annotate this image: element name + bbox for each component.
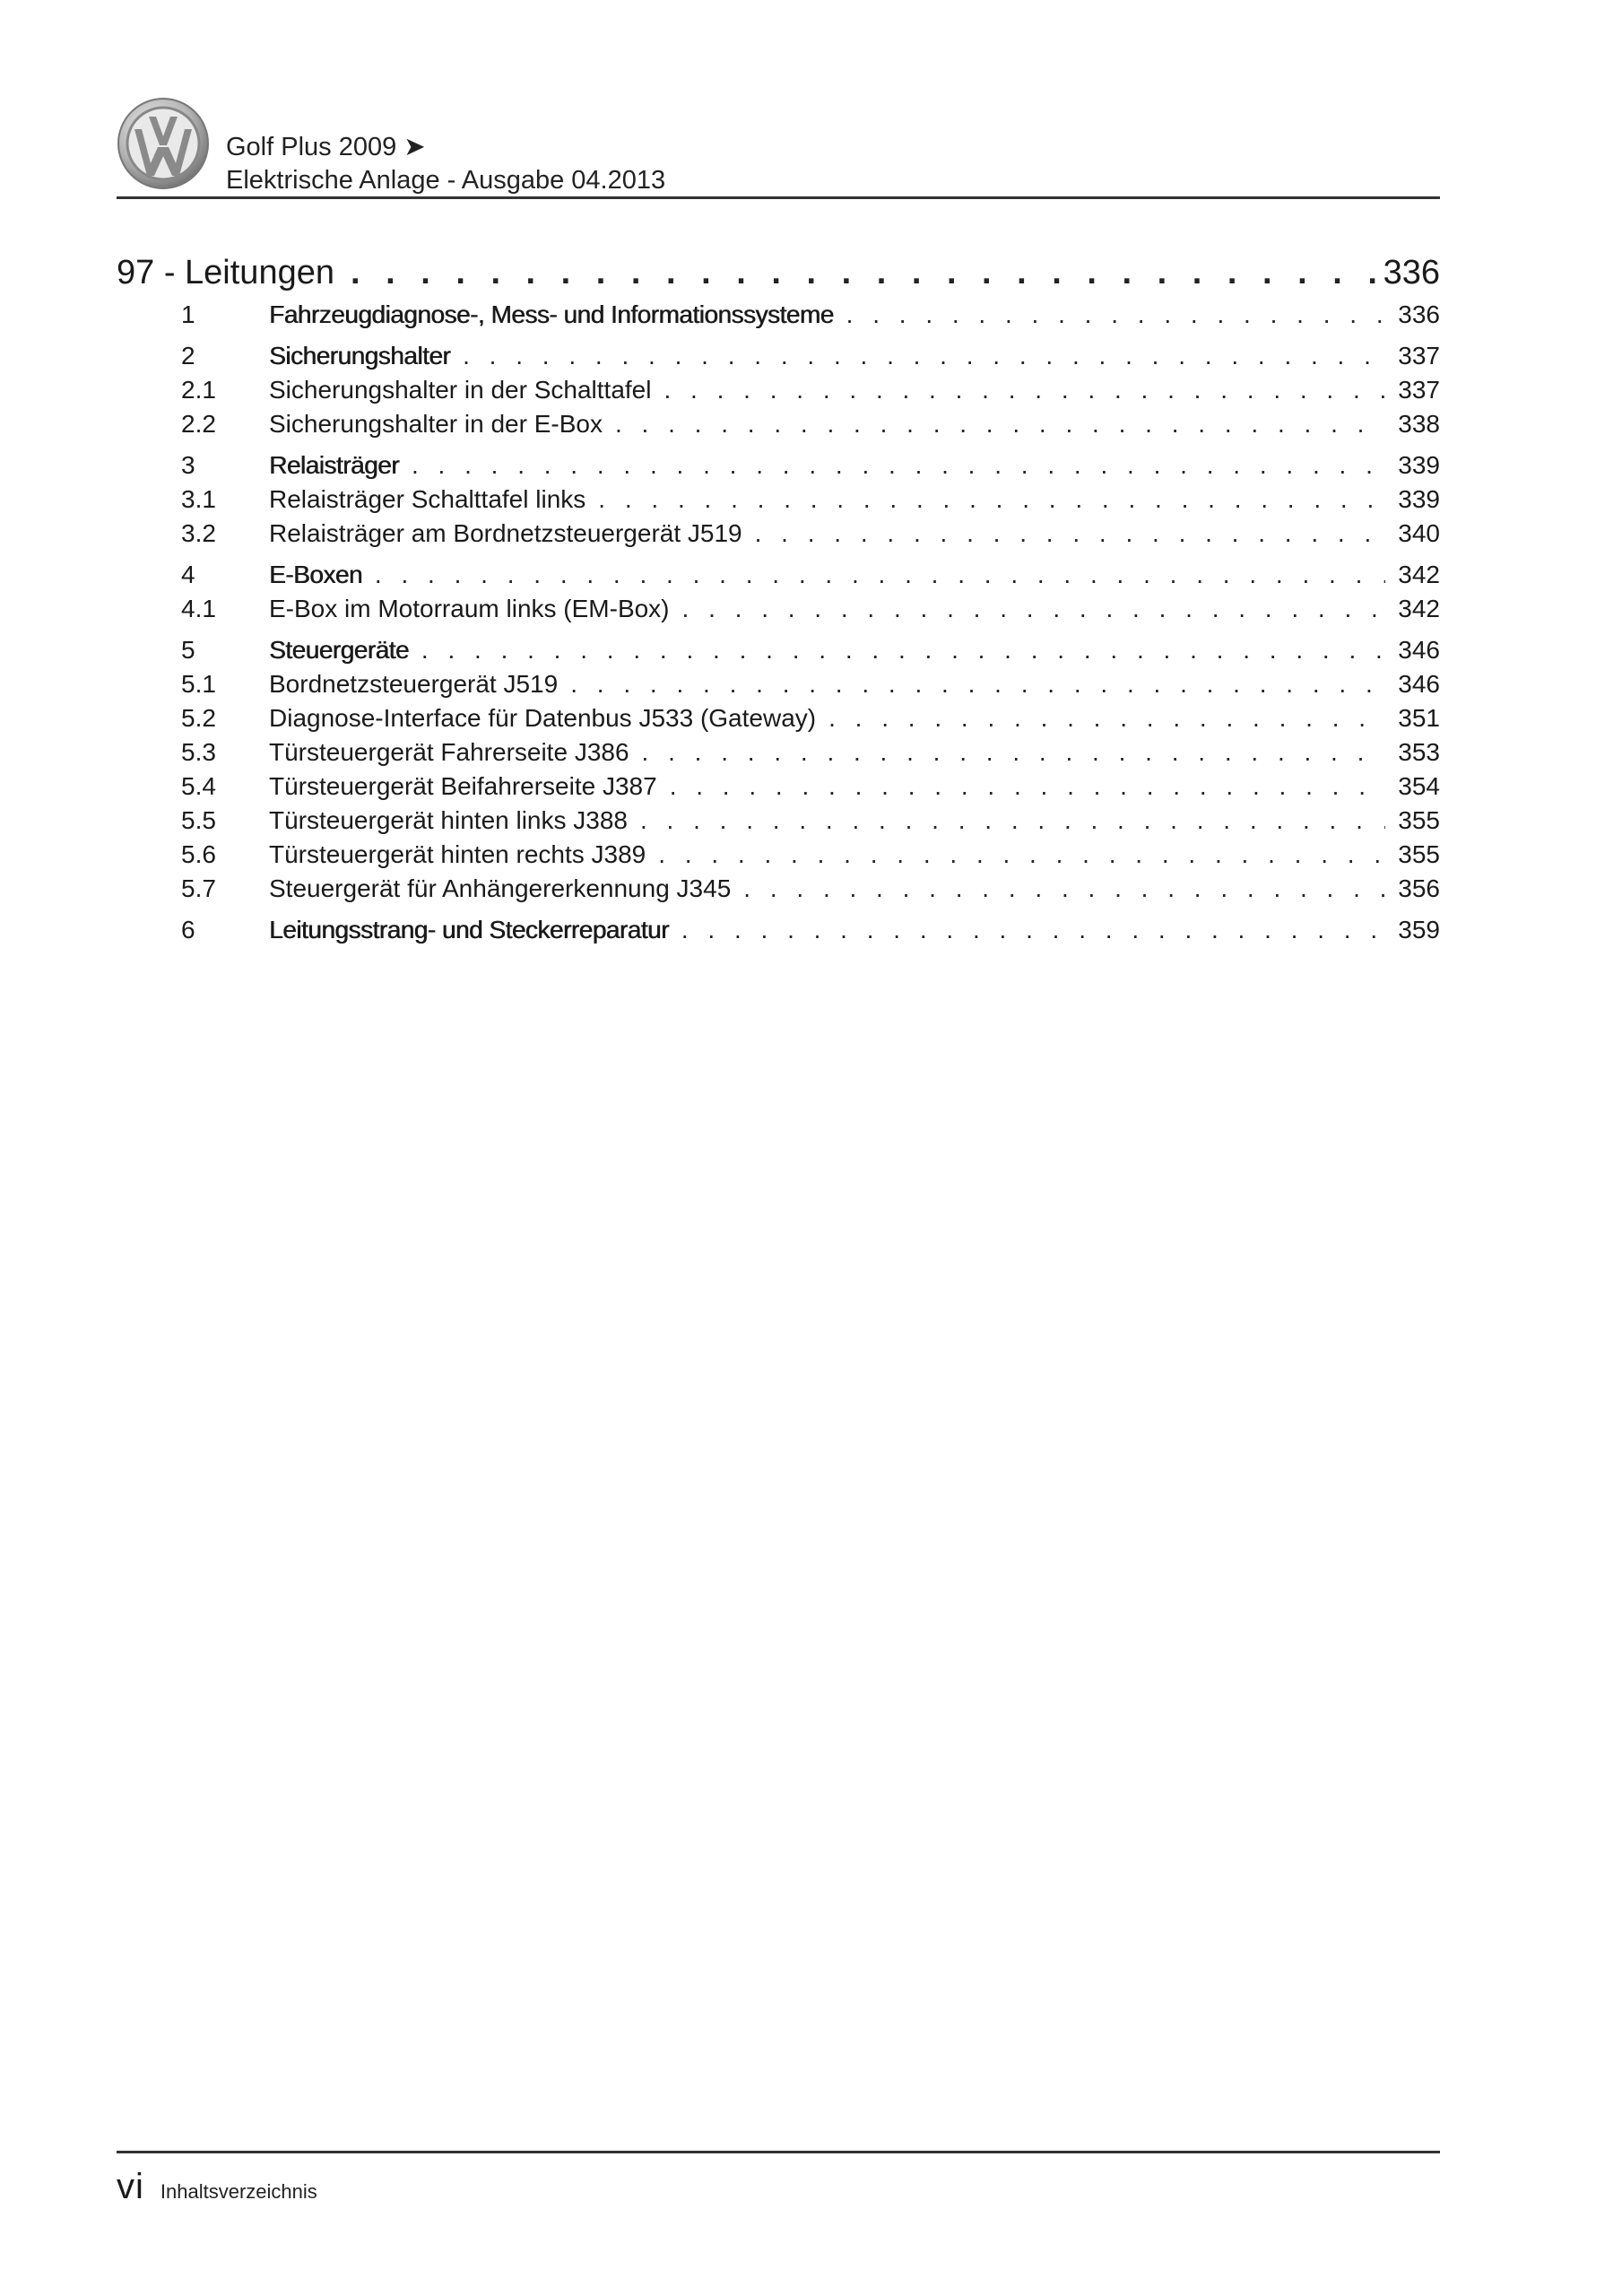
toc-entry[interactable] xyxy=(117,770,1440,804)
dot-leader xyxy=(682,592,1386,626)
dot-leader xyxy=(828,701,1385,735)
toc-entry[interactable] xyxy=(117,448,1440,483)
toc-entry-title: Sicherungshalter in der E-Box xyxy=(269,410,603,438)
toc-entry[interactable] xyxy=(117,633,1440,667)
toc-entry-page: 342 xyxy=(1398,561,1440,588)
toc-entry[interactable] xyxy=(117,838,1440,872)
toc-entry-number: 5.5 xyxy=(181,806,216,834)
toc-entry[interactable] xyxy=(117,667,1440,701)
toc-entry-title: Relaisträger Schalttafel links xyxy=(269,485,586,513)
toc-entry[interactable] xyxy=(117,339,1440,373)
toc-entry-number: 5.6 xyxy=(181,840,216,868)
toc-entry-page: 339 xyxy=(1398,485,1440,513)
page-footer xyxy=(117,2167,317,2207)
dot-leader xyxy=(670,770,1386,804)
toc-entry-number: 4 xyxy=(181,561,195,588)
dot-leader xyxy=(570,667,1385,701)
toc-entry[interactable] xyxy=(117,298,1440,332)
toc-entry-page: 355 xyxy=(1398,840,1440,868)
toc-entry-number: 5.4 xyxy=(181,772,216,800)
toc-entry[interactable] xyxy=(117,592,1440,626)
toc-entry-page: 353 xyxy=(1398,738,1440,766)
toc-entry-title: Sicherungshalter in der Schalttafel xyxy=(269,376,652,404)
toc-entry-title: Leitungsstrang- und Steckerreparatur xyxy=(269,916,669,944)
toc-entry[interactable] xyxy=(117,483,1440,517)
toc-entry[interactable] xyxy=(117,701,1440,735)
toc-entry-title: Relaisträger xyxy=(269,451,399,479)
toc-entry[interactable] xyxy=(117,558,1440,592)
page-number: vi xyxy=(117,2167,144,2206)
toc-entry[interactable] xyxy=(117,913,1440,947)
toc-entry-title: Steuergeräte xyxy=(269,636,409,664)
toc-entry-number: 5 xyxy=(181,636,195,664)
toc-entry-page: 336 xyxy=(1398,300,1440,328)
toc-entry-title: Diagnose-Interface für Datenbus J533 (Gateway) xyxy=(269,704,817,732)
dot-leader xyxy=(846,298,1386,332)
chapter-title: 97 - Leitungen xyxy=(117,254,334,291)
dot-leader xyxy=(642,735,1386,770)
toc-entry-number: 5.3 xyxy=(181,738,216,766)
toc-entries xyxy=(117,298,1440,947)
footer-divider xyxy=(117,2151,1440,2153)
dot-leader xyxy=(421,633,1385,667)
dot-leader xyxy=(755,517,1386,551)
toc-entry-title: E-Box im Motorraum links (EM-Box) xyxy=(269,595,670,622)
header-edition: Elektrische Anlage - Ausgabe 04.2013 xyxy=(226,166,666,195)
dot-leader xyxy=(658,838,1385,872)
toc-entry-number: 5.7 xyxy=(181,874,216,902)
toc-entry-title: Bordnetzsteuergerät J519 xyxy=(269,670,559,698)
toc-entry-title: Steuergerät für Anhängererkennung J345 xyxy=(269,874,732,902)
toc-entry-title: Türsteuergerät hinten rechts J389 xyxy=(269,840,646,868)
toc-entry-number: 1 xyxy=(181,300,195,328)
toc-entry-page: 339 xyxy=(1398,451,1440,479)
toc-entry-number: 2 xyxy=(181,342,195,370)
vw-logo-icon xyxy=(117,97,210,190)
dot-leader xyxy=(743,872,1385,906)
table-of-contents xyxy=(117,248,1440,947)
toc-entry[interactable] xyxy=(117,407,1440,441)
footer-label: Inhaltsverzeichnis xyxy=(160,2180,317,2203)
dot-leader xyxy=(351,248,1378,298)
toc-entry-page: 340 xyxy=(1398,519,1440,547)
toc-entry-number: 5.2 xyxy=(181,704,216,732)
dot-leader xyxy=(598,483,1385,517)
toc-entry-page: 338 xyxy=(1398,410,1440,438)
dot-leader xyxy=(681,913,1385,947)
toc-entry[interactable] xyxy=(117,373,1440,407)
toc-entry-number: 6 xyxy=(181,916,195,944)
header-divider xyxy=(117,196,1440,199)
toc-entry-title: Fahrzeugdiagnose-, Mess- und Informationssysteme xyxy=(269,300,834,328)
toc-entry[interactable] xyxy=(117,735,1440,770)
toc-entry-number: 2.2 xyxy=(181,410,216,438)
toc-entry-number: 4.1 xyxy=(181,595,216,622)
dot-leader xyxy=(463,339,1385,373)
toc-entry-number: 3 xyxy=(181,451,195,479)
toc-chapter[interactable] xyxy=(117,248,1440,298)
toc-entry[interactable] xyxy=(117,804,1440,838)
toc-entry-page: 354 xyxy=(1398,772,1440,800)
toc-entry-title: Türsteuergerät Beifahrerseite J387 xyxy=(269,772,657,800)
chapter-page: 336 xyxy=(1383,254,1440,291)
toc-entry-page: 342 xyxy=(1398,595,1440,622)
toc-entry-number: 2.1 xyxy=(181,376,216,404)
dot-leader xyxy=(664,373,1385,407)
toc-entry-page: 359 xyxy=(1398,916,1440,944)
toc-entry-page: 355 xyxy=(1398,806,1440,834)
page-header xyxy=(117,97,1440,197)
toc-entry-title: Türsteuergerät Fahrerseite J386 xyxy=(269,738,629,766)
toc-entry-page: 356 xyxy=(1398,874,1440,902)
toc-entry-title: Relaisträger am Bordnetzsteuergerät J519 xyxy=(269,519,742,547)
toc-entry-title: E-Boxen xyxy=(269,561,362,588)
dot-leader xyxy=(412,448,1385,483)
dot-leader xyxy=(640,804,1385,838)
toc-entry-page: 346 xyxy=(1398,670,1440,698)
toc-entry-number: 5.1 xyxy=(181,670,216,698)
toc-entry-title: Sicherungshalter xyxy=(269,342,451,370)
toc-entry-page: 337 xyxy=(1398,376,1440,404)
toc-entry[interactable] xyxy=(117,517,1440,551)
dot-leader xyxy=(375,558,1385,592)
toc-entry-page: 351 xyxy=(1398,704,1440,732)
toc-entry-number: 3.1 xyxy=(181,485,216,513)
toc-entry-number: 3.2 xyxy=(181,519,216,547)
toc-entry-page: 346 xyxy=(1398,636,1440,664)
header-vehicle: Golf Plus 2009 ➤ xyxy=(226,133,426,161)
dot-leader xyxy=(615,407,1385,441)
toc-entry-page: 337 xyxy=(1398,342,1440,370)
toc-entry-title: Türsteuergerät hinten links J388 xyxy=(269,806,628,834)
toc-entry[interactable] xyxy=(117,872,1440,906)
